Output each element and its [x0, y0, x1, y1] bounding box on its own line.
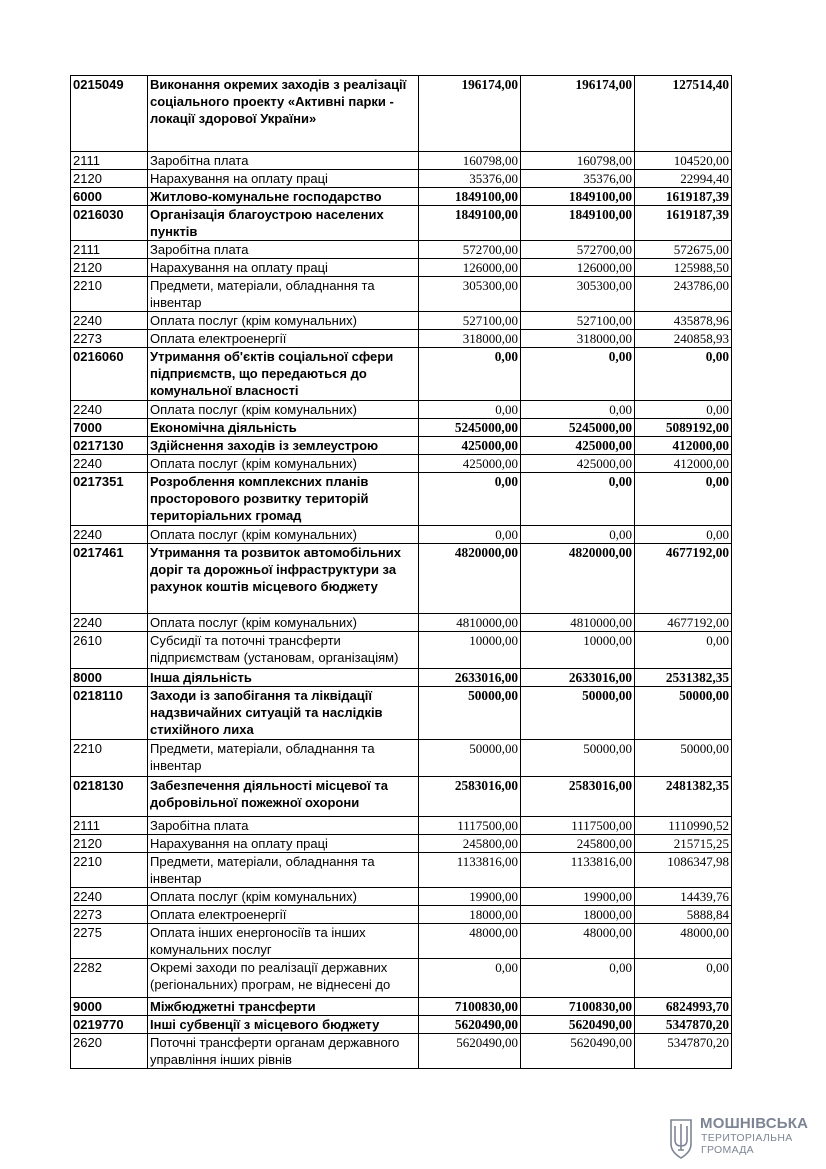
table-row [71, 330, 732, 348]
executed-cell: 4677192,00 [635, 544, 732, 614]
planned-adjusted-cell: 2583016,00 [521, 777, 635, 817]
economic-code-cell: 2275 [71, 924, 148, 959]
planned-annual-cell: 0,00 [419, 473, 521, 526]
logo-subtitle-line2: ГРОМАДА [701, 1144, 754, 1156]
planned-annual-cell: 126000,00 [419, 259, 521, 277]
planned-annual-cell: 0,00 [419, 401, 521, 419]
executed-cell: 412000,00 [635, 455, 732, 473]
table-row-section [71, 206, 732, 241]
executed-cell: 0,00 [635, 473, 732, 526]
economic-code-cell: 0217351 [71, 473, 148, 526]
planned-adjusted-cell: 1117500,00 [521, 817, 635, 835]
executed-cell: 0,00 [635, 632, 732, 669]
economic-code-cell: 2273 [71, 330, 148, 348]
planned-annual-cell: 196174,00 [419, 76, 521, 152]
executed-cell: 1619187,39 [635, 188, 732, 206]
item-name-cell: Оплата послуг (крім комунальних) [148, 888, 419, 906]
item-name-cell: Оплата електроенергії [148, 330, 419, 348]
economic-code-cell: 2120 [71, 259, 148, 277]
item-name-cell: Окремі заходи по реалізації державних (регіональних) програм, не віднесені до [148, 959, 419, 998]
table-row [71, 853, 732, 888]
item-name-cell: Нарахування на оплату праці [148, 835, 419, 853]
planned-annual-cell: 527100,00 [419, 312, 521, 330]
planned-annual-cell: 19900,00 [419, 888, 521, 906]
planned-annual-cell: 5245000,00 [419, 419, 521, 437]
item-name-cell: Нарахування на оплату праці [148, 259, 419, 277]
planned-annual-cell: 572700,00 [419, 241, 521, 259]
planned-annual-cell: 425000,00 [419, 455, 521, 473]
executed-cell: 4677192,00 [635, 614, 732, 632]
table-row [71, 614, 732, 632]
executed-cell: 0,00 [635, 401, 732, 419]
item-name-cell: Міжбюджетні трансферти [148, 998, 419, 1016]
planned-adjusted-cell: 527100,00 [521, 312, 635, 330]
table-row [71, 888, 732, 906]
budget-table-body [71, 76, 732, 1069]
planned-adjusted-cell: 5245000,00 [521, 419, 635, 437]
planned-adjusted-cell: 1133816,00 [521, 853, 635, 888]
planned-adjusted-cell: 0,00 [521, 959, 635, 998]
planned-adjusted-cell: 5620490,00 [521, 1016, 635, 1034]
item-name-cell: Предмети, матеріали, обладнання та інвентар [148, 277, 419, 312]
planned-adjusted-cell: 7100830,00 [521, 998, 635, 1016]
table-row-section [71, 687, 732, 740]
table-row [71, 924, 732, 959]
planned-annual-cell: 0,00 [419, 348, 521, 401]
item-name-cell: Субсидії та поточні трансферти підприємствам (установам, організаціям) [148, 632, 419, 669]
economic-code-cell: 0216060 [71, 348, 148, 401]
planned-annual-cell: 1117500,00 [419, 817, 521, 835]
table-row [71, 277, 732, 312]
economic-code-cell: 0215049 [71, 76, 148, 152]
table-row [71, 312, 732, 330]
item-name-cell: Заходи із запобігання та ліквідації надзвичайних ситуацій та наслідків стихійного лиха [148, 687, 419, 740]
planned-annual-cell: 5620490,00 [419, 1034, 521, 1069]
table-row [71, 170, 732, 188]
planned-adjusted-cell: 4810000,00 [521, 614, 635, 632]
planned-annual-cell: 10000,00 [419, 632, 521, 669]
planned-adjusted-cell: 0,00 [521, 348, 635, 401]
item-name-cell: Здійснення заходів із землеустрою [148, 437, 419, 455]
executed-cell: 6824993,70 [635, 998, 732, 1016]
table-row [71, 152, 732, 170]
item-name-cell: Розроблення комплексних планів просторового розвитку територій територіальних громад [148, 473, 419, 526]
planned-adjusted-cell: 4820000,00 [521, 544, 635, 614]
item-name-cell: Інші субвенції з місцевого бюджету [148, 1016, 419, 1034]
planned-annual-cell: 1849100,00 [419, 206, 521, 241]
item-name-cell: Заробітна плата [148, 817, 419, 835]
executed-cell: 5089192,00 [635, 419, 732, 437]
executed-cell: 127514,40 [635, 76, 732, 152]
logo-subtitle [701, 1132, 793, 1156]
planned-adjusted-cell: 572700,00 [521, 241, 635, 259]
economic-code-cell: 0219770 [71, 1016, 148, 1034]
planned-adjusted-cell: 5620490,00 [521, 1034, 635, 1069]
item-name-cell: Оплата інших енергоносіїв та інших комунальних послуг [148, 924, 419, 959]
planned-adjusted-cell: 0,00 [521, 526, 635, 544]
economic-code-cell: 2111 [71, 152, 148, 170]
planned-adjusted-cell: 305300,00 [521, 277, 635, 312]
economic-code-cell: 0216030 [71, 206, 148, 241]
executed-cell: 5888,84 [635, 906, 732, 924]
item-name-cell: Оплата послуг (крім комунальних) [148, 526, 419, 544]
planned-adjusted-cell: 18000,00 [521, 906, 635, 924]
economic-code-cell: 2111 [71, 241, 148, 259]
item-name-cell: Оплата послуг (крім комунальних) [148, 455, 419, 473]
table-row [71, 241, 732, 259]
table-row-section [71, 473, 732, 526]
table-row-section [71, 188, 732, 206]
economic-code-cell: 7000 [71, 419, 148, 437]
planned-adjusted-cell: 245800,00 [521, 835, 635, 853]
item-name-cell: Предмети, матеріали, обладнання та інвентар [148, 740, 419, 777]
item-name-cell: Утримання та розвиток автомобільних доріг та дорожньої інфраструктури за рахунок коштів місцевого бюджету [148, 544, 419, 614]
economic-code-cell: 2120 [71, 170, 148, 188]
executed-cell: 5347870,20 [635, 1016, 732, 1034]
table-row-section [71, 348, 732, 401]
economic-code-cell: 2210 [71, 277, 148, 312]
economic-code-cell: 2610 [71, 632, 148, 669]
item-name-cell: Предмети, матеріали, обладнання та інвентар [148, 853, 419, 888]
executed-cell: 412000,00 [635, 437, 732, 455]
economic-code-cell: 2210 [71, 740, 148, 777]
economic-code-cell: 2240 [71, 888, 148, 906]
executed-cell: 104520,00 [635, 152, 732, 170]
table-row [71, 455, 732, 473]
planned-annual-cell: 0,00 [419, 526, 521, 544]
planned-annual-cell: 50000,00 [419, 740, 521, 777]
planned-adjusted-cell: 19900,00 [521, 888, 635, 906]
item-name-cell: Виконання окремих заходів з реалізації соціального проекту «Активні парки - локації здорової України» [148, 76, 419, 152]
planned-annual-cell: 305300,00 [419, 277, 521, 312]
table-row-section [71, 1016, 732, 1034]
planned-adjusted-cell: 10000,00 [521, 632, 635, 669]
logo-title: МОШНІВСЬКА [700, 1115, 809, 1132]
planned-annual-cell: 50000,00 [419, 687, 521, 740]
planned-adjusted-cell: 50000,00 [521, 687, 635, 740]
planned-annual-cell: 7100830,00 [419, 998, 521, 1016]
planned-adjusted-cell: 50000,00 [521, 740, 635, 777]
executed-cell: 14439,76 [635, 888, 732, 906]
economic-code-cell: 9000 [71, 998, 148, 1016]
item-name-cell: Утримання об'єктів соціальної сфери підприємств, що передаються до комунальної власності [148, 348, 419, 401]
planned-annual-cell: 4820000,00 [419, 544, 521, 614]
table-row [71, 835, 732, 853]
planned-annual-cell: 2583016,00 [419, 777, 521, 817]
item-name-cell: Економічна діяльність [148, 419, 419, 437]
executed-cell: 125988,50 [635, 259, 732, 277]
economic-code-cell: 0217461 [71, 544, 148, 614]
planned-annual-cell: 1849100,00 [419, 188, 521, 206]
planned-adjusted-cell: 318000,00 [521, 330, 635, 348]
planned-adjusted-cell: 0,00 [521, 473, 635, 526]
economic-code-cell: 2240 [71, 526, 148, 544]
table-row-section [71, 544, 732, 614]
table-row-section [71, 419, 732, 437]
planned-annual-cell: 2633016,00 [419, 669, 521, 687]
item-name-cell: Заробітна плата [148, 152, 419, 170]
planned-adjusted-cell: 35376,00 [521, 170, 635, 188]
table-row-section [71, 998, 732, 1016]
item-name-cell: Житлово-комунальне господарство [148, 188, 419, 206]
item-name-cell: Оплата послуг (крім комунальних) [148, 312, 419, 330]
planned-adjusted-cell: 196174,00 [521, 76, 635, 152]
planned-annual-cell: 245800,00 [419, 835, 521, 853]
table-row [71, 906, 732, 924]
trident-emblem-icon [668, 1116, 694, 1160]
logo-subtitle-line1: ТЕРИТОРІАЛЬНА [701, 1132, 793, 1144]
planned-adjusted-cell: 160798,00 [521, 152, 635, 170]
item-name-cell: Забезпечення діяльності місцевої та добровільної пожежної охорони [148, 777, 419, 817]
table-row-section [71, 76, 732, 152]
economic-code-cell: 2273 [71, 906, 148, 924]
planned-annual-cell: 18000,00 [419, 906, 521, 924]
table-row [71, 632, 732, 669]
economic-code-cell: 2240 [71, 455, 148, 473]
item-name-cell: Поточні трансферти органам державного управління інших рівнів [148, 1034, 419, 1069]
item-name-cell: Інша діяльність [148, 669, 419, 687]
executed-cell: 240858,93 [635, 330, 732, 348]
planned-annual-cell: 48000,00 [419, 924, 521, 959]
planned-adjusted-cell: 2633016,00 [521, 669, 635, 687]
table-row-section [71, 777, 732, 817]
executed-cell: 243786,00 [635, 277, 732, 312]
budget-table [70, 75, 732, 1069]
table-row [71, 259, 732, 277]
executed-cell: 2531382,35 [635, 669, 732, 687]
executed-cell: 50000,00 [635, 687, 732, 740]
item-name-cell: Організація благоустрою населених пунктів [148, 206, 419, 241]
executed-cell: 0,00 [635, 348, 732, 401]
executed-cell: 1110990,52 [635, 817, 732, 835]
economic-code-cell: 8000 [71, 669, 148, 687]
table-row [71, 959, 732, 998]
economic-code-cell: 2240 [71, 614, 148, 632]
planned-adjusted-cell: 1849100,00 [521, 206, 635, 241]
table-row [71, 817, 732, 835]
planned-adjusted-cell: 126000,00 [521, 259, 635, 277]
planned-adjusted-cell: 0,00 [521, 401, 635, 419]
planned-annual-cell: 4810000,00 [419, 614, 521, 632]
executed-cell: 50000,00 [635, 740, 732, 777]
planned-annual-cell: 425000,00 [419, 437, 521, 455]
economic-code-cell: 2240 [71, 401, 148, 419]
executed-cell: 22994,40 [635, 170, 732, 188]
item-name-cell: Нарахування на оплату праці [148, 170, 419, 188]
executed-cell: 572675,00 [635, 241, 732, 259]
planned-adjusted-cell: 48000,00 [521, 924, 635, 959]
economic-code-cell: 2120 [71, 835, 148, 853]
planned-annual-cell: 318000,00 [419, 330, 521, 348]
planned-annual-cell: 1133816,00 [419, 853, 521, 888]
planned-adjusted-cell: 1849100,00 [521, 188, 635, 206]
executed-cell: 0,00 [635, 959, 732, 998]
planned-annual-cell: 35376,00 [419, 170, 521, 188]
planned-annual-cell: 5620490,00 [419, 1016, 521, 1034]
economic-code-cell: 6000 [71, 188, 148, 206]
executed-cell: 435878,96 [635, 312, 732, 330]
item-name-cell: Оплата послуг (крім комунальних) [148, 614, 419, 632]
executed-cell: 1086347,98 [635, 853, 732, 888]
executed-cell: 0,00 [635, 526, 732, 544]
economic-code-cell: 2111 [71, 817, 148, 835]
planned-annual-cell: 0,00 [419, 959, 521, 998]
executed-cell: 215715,25 [635, 835, 732, 853]
item-name-cell: Заробітна плата [148, 241, 419, 259]
planned-adjusted-cell: 425000,00 [521, 437, 635, 455]
economic-code-cell: 2210 [71, 853, 148, 888]
table-row-section [71, 437, 732, 455]
table-row [71, 526, 732, 544]
executed-cell: 5347870,20 [635, 1034, 732, 1069]
table-row-section [71, 669, 732, 687]
executed-cell: 2481382,35 [635, 777, 732, 817]
economic-code-cell: 2282 [71, 959, 148, 998]
item-name-cell: Оплата електроенергії [148, 906, 419, 924]
planned-adjusted-cell: 425000,00 [521, 455, 635, 473]
executed-cell: 1619187,39 [635, 206, 732, 241]
table-row [71, 1034, 732, 1069]
economic-code-cell: 0218110 [71, 687, 148, 740]
community-logo [668, 1116, 818, 1162]
item-name-cell: Оплата послуг (крім комунальних) [148, 401, 419, 419]
planned-annual-cell: 160798,00 [419, 152, 521, 170]
executed-cell: 48000,00 [635, 924, 732, 959]
economic-code-cell: 0217130 [71, 437, 148, 455]
table-row [71, 740, 732, 777]
economic-code-cell: 2240 [71, 312, 148, 330]
economic-code-cell: 2620 [71, 1034, 148, 1069]
economic-code-cell: 0218130 [71, 777, 148, 817]
table-row [71, 401, 732, 419]
